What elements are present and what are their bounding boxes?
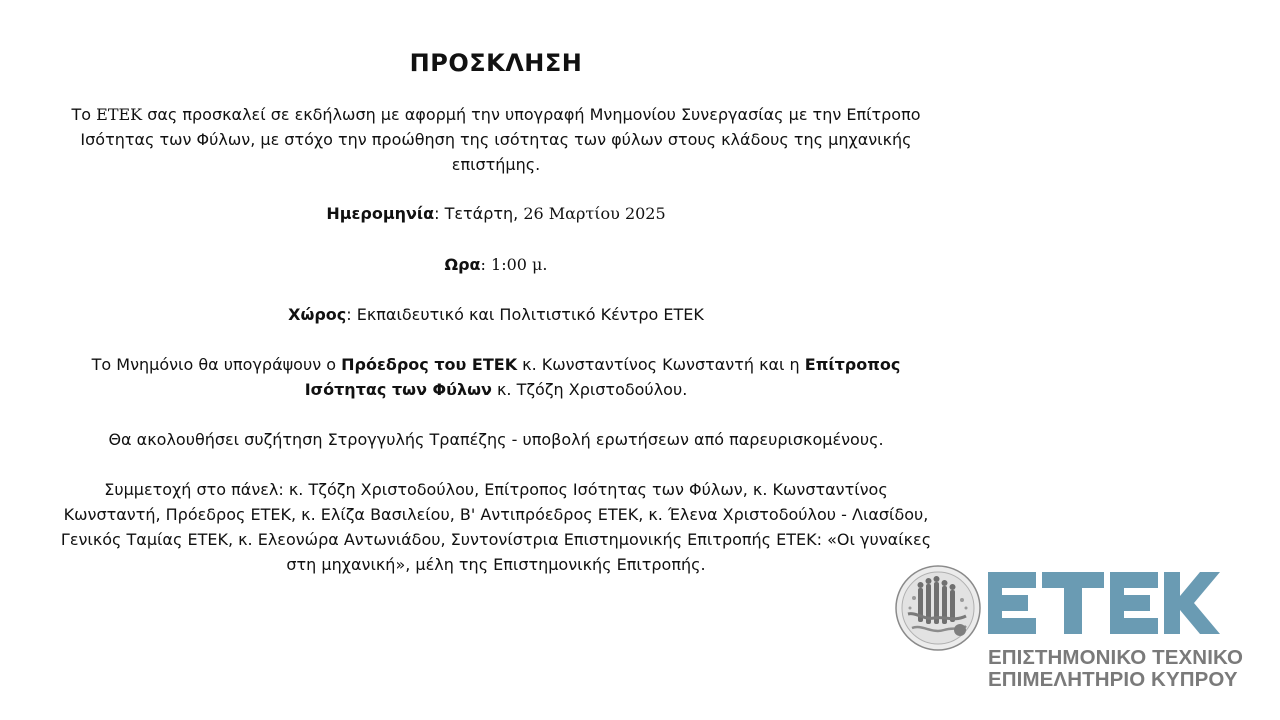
intro-org-name: ΕΤΕΚ — [96, 105, 143, 124]
venue-label: Χώρος — [288, 305, 347, 324]
intro-paragraph — [60, 102, 932, 177]
intro-text-rest: σας προσκαλεί σε εκδήλωση με αφορμή την υπογραφή Μνημονίου Συνεργασίας με την Επίτροπο Ισότητας των Φύλων, με στόχο την προώθηση της ισότητας των φύλων στους κλάδους της μηχανικής επιστήμης. — [80, 105, 921, 174]
time-value: : 1:00 μ. — [480, 255, 548, 274]
signing-paragraph — [60, 352, 932, 402]
signing-role-president: Πρόεδρος του ΕΤΕΚ — [341, 355, 518, 374]
etek-seal-icon — [894, 564, 982, 652]
signing-text-2: κ. Κωνσταντίνος Κωνσταντή και η — [517, 355, 805, 374]
venue-line — [60, 302, 932, 327]
date-value: 26 Μαρτίου 2025 — [523, 204, 666, 223]
venue-value: : Εκπαιδευτικό και Πολιτιστικό Κέντρο ΕΤΕΚ — [346, 305, 704, 324]
time-label: Ωρα — [444, 255, 481, 274]
panel-paragraph: Συμμετοχή στο πάνελ: κ. Τζόζη Χριστοδούλου, Επίτροπος Ισότητας των Φύλων, κ. Κωνσταντίνος Κωνσταντή, Πρόεδρος ΕΤΕΚ, κ. Ελίζα Βασιλείου, Β' Αντιπρόεδρος ΕΤΕΚ, κ. Έλενα Χριστοδούλου - Λιασίδου, Γενικός Ταμίας ΕΤΕΚ, κ. Ελεονώρα Αντωνιάδου, Συντονίστρια Επιστημονικής Επιτροπής ΕΤΕΚ: «Οι γυναίκες στη μηχανική», μέλη της Επιστημονικής Επιτροπής. — [60, 480, 932, 574]
date-line — [60, 201, 932, 226]
invitation-document — [60, 44, 932, 577]
org-name-line-1: ΕΠΙΣΤΗΜΟΝΙΚΟ ΤΕΧΝΙΚΟ — [988, 646, 1244, 669]
date-label: Ημερομηνία — [326, 204, 435, 223]
etek-wordmark — [988, 572, 1222, 634]
signing-role-commissioner: Επίτροπος Ισότητας των Φύλων — [304, 355, 901, 399]
signing-text-1: Το Μνημόνιο θα υπογράψουν ο — [91, 355, 342, 374]
etek-logo — [894, 560, 1264, 700]
intro-text-start: Το — [71, 105, 97, 124]
invitation-title: ΠΡΟΣΚΛΗΣΗ — [409, 49, 583, 77]
signing-text-3: κ. Τζόζη Χριστοδούλου. — [491, 380, 688, 399]
org-name-line-2: ΕΠΙΜΕΛΗΤΗΡΙΟ ΚΥΠΡΟΥ — [988, 668, 1238, 691]
date-weekday: : Τετάρτη, — [434, 204, 524, 223]
time-line — [60, 252, 932, 277]
roundtable-paragraph: Θα ακολουθήσει συζήτηση Στρογγυλής Τραπέζης - υποβολή ερωτήσεων από παρευρισκομένους. — [108, 430, 884, 449]
